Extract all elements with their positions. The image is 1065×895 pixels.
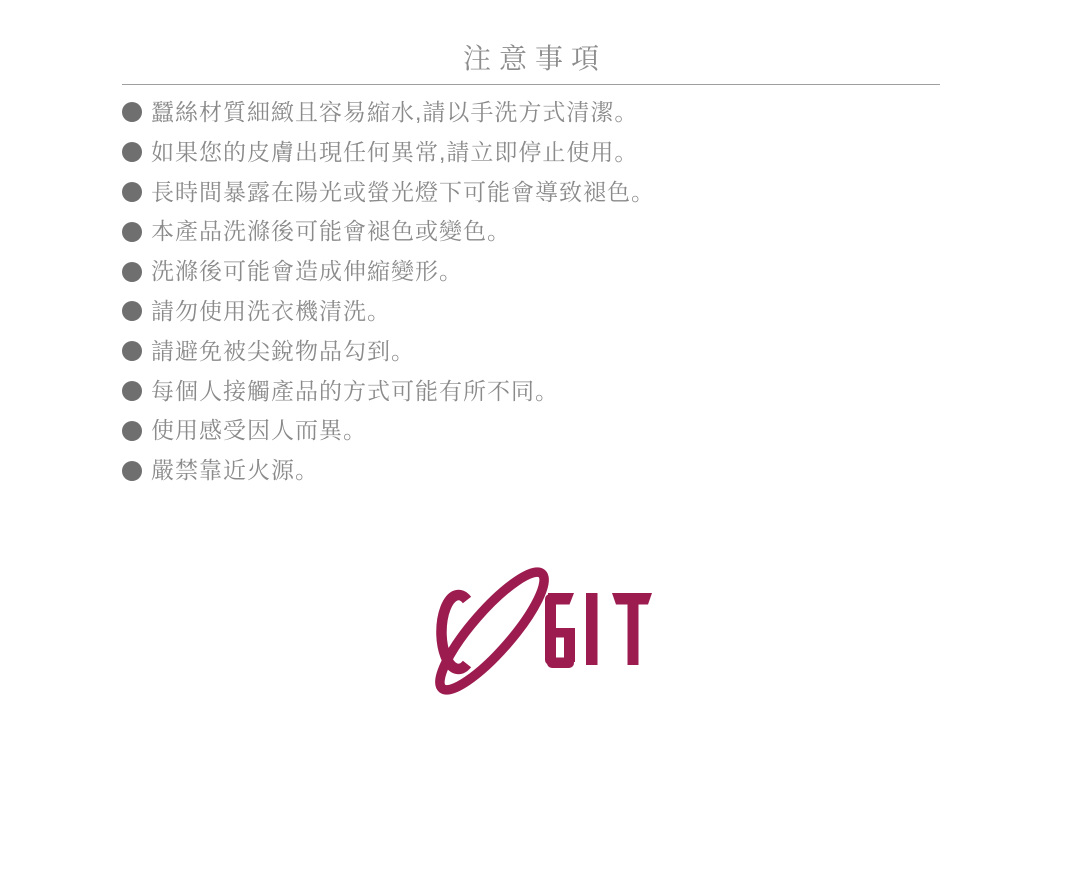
notice-text: 長時間暴露在陽光或螢光燈下可能會導致褪色。 [151,178,655,205]
notice-text: 每個人接觸產品的方式可能有所不同。 [151,377,559,404]
bullet-icon [122,421,142,441]
notice-text: 如果您的皮膚出現任何異常,請立即停止使用。 [151,138,639,165]
bullet-icon [122,102,142,122]
notice-item [122,371,940,411]
notice-item [122,132,940,172]
notice-text: 請勿使用洗衣機清洗。 [151,297,391,324]
title-divider [122,84,940,85]
logo-letter-g [545,593,575,668]
bullet-icon [122,381,142,401]
notice-content [122,42,940,491]
bullet-icon [122,262,142,282]
notice-item [122,292,940,332]
notice-item [122,93,940,133]
logo-letter-t [612,593,652,665]
notice-text: 本產品洗滌後可能會褪色或變色。 [151,218,511,245]
cogit-logo [420,560,670,700]
cogit-logo-graphic [420,560,670,700]
notice-text: 洗滌後可能會造成伸縮變形。 [151,258,463,285]
notice-item [122,252,940,292]
page-title: 注意事項 [462,43,607,74]
bullet-icon [122,461,142,481]
notice-item [122,451,940,491]
notice-text: 蠶絲材質細緻且容易縮水,請以手洗方式清潔。 [151,98,639,125]
bullet-icon [122,341,142,361]
bullet-icon [122,301,142,321]
notice-text: 使用感受因人而異。 [151,417,367,444]
bullet-icon [122,222,142,242]
notice-item [122,172,940,212]
bullet-icon [122,182,142,202]
notice-item [122,331,940,371]
notice-item [122,212,940,252]
notice-list [122,93,940,491]
notice-text: 請避免被尖銳物品勾到。 [151,337,415,364]
notice-text: 嚴禁靠近火源。 [151,457,319,484]
bullet-icon [122,142,142,162]
logo-letter-i [586,593,598,665]
notice-item [122,411,940,451]
